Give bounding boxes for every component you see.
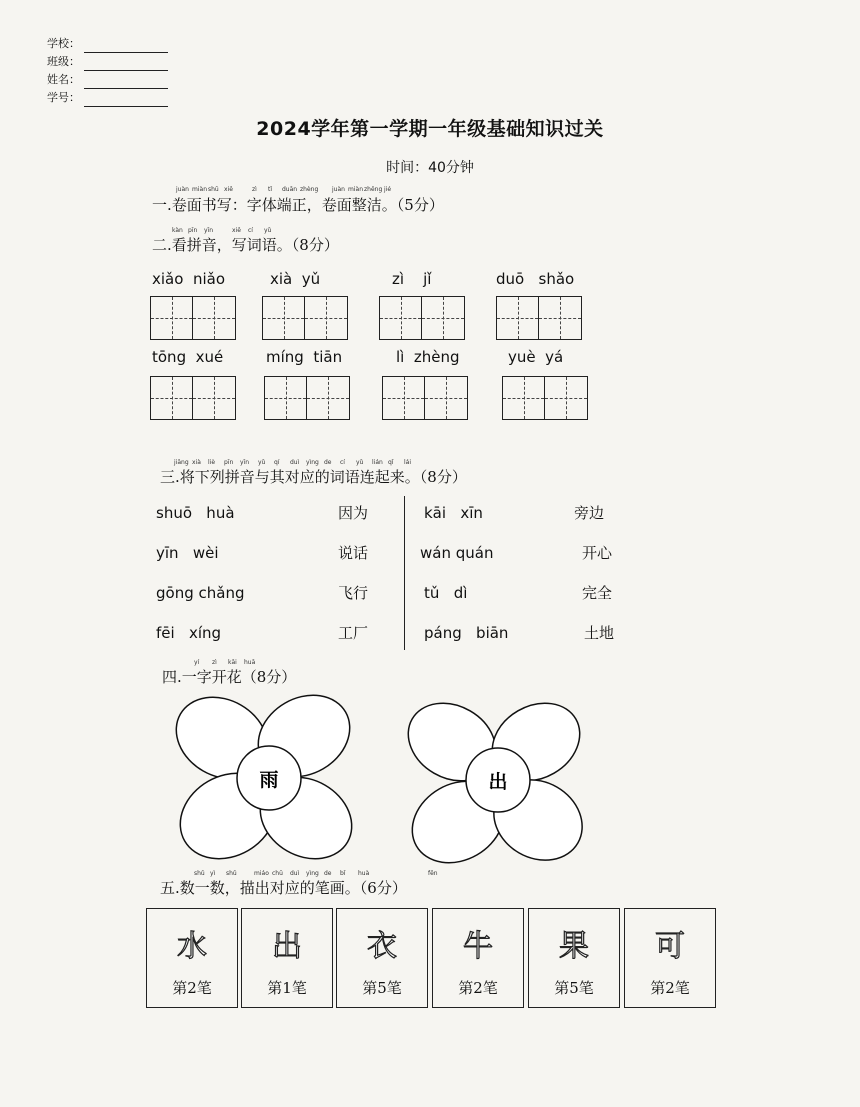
pinyin-annotation: zhèng xyxy=(300,186,319,193)
word-pinyin: yuè yá xyxy=(508,348,564,366)
pinyin-annotation: miàn xyxy=(348,186,363,193)
stroke-label: 第5笔 xyxy=(554,979,594,997)
student-info-block xyxy=(47,35,168,107)
writing-grid[interactable] xyxy=(150,296,236,340)
flower-center-char: 雨 xyxy=(259,769,279,791)
flower-2[interactable] xyxy=(400,696,600,876)
pinyin-annotation: juàn xyxy=(176,186,189,193)
match-word[interactable]: 说话 xyxy=(338,544,369,562)
stroke-card[interactable] xyxy=(624,908,716,1008)
outlined-character[interactable]: 果 xyxy=(559,929,589,964)
class-field[interactable] xyxy=(47,53,168,71)
pinyin-annotation: juàn xyxy=(332,186,345,193)
outlined-character[interactable]: 牛 xyxy=(463,929,493,964)
pinyin-annotation: yǔ xyxy=(258,459,266,466)
tianzige-cell[interactable] xyxy=(422,297,464,339)
match-word[interactable]: 因为 xyxy=(338,504,369,522)
word-pinyin: míng tiān xyxy=(266,348,343,366)
class-label: 班级： xyxy=(47,55,80,68)
word-pinyin: xiǎo niǎo xyxy=(152,270,225,288)
tianzige-cell[interactable] xyxy=(539,297,581,339)
stroke-card[interactable] xyxy=(528,908,620,1008)
match-word[interactable]: 土地 xyxy=(584,624,615,642)
pinyin-annotation: xiě xyxy=(224,186,233,193)
match-pinyin[interactable]: gōng chǎng xyxy=(156,584,245,602)
pinyin-annotation: pīn xyxy=(188,227,198,234)
pinyin-annotation: shū xyxy=(208,186,219,193)
school-label: 学校： xyxy=(47,37,80,50)
tianzige-cell[interactable] xyxy=(383,377,425,419)
pinyin-annotation: yìng xyxy=(306,870,319,877)
writing-grid[interactable] xyxy=(496,296,582,340)
pinyin-annotation: de xyxy=(324,870,332,877)
pinyin-annotation: duì xyxy=(290,459,300,466)
pinyin-annotation: xiě xyxy=(232,227,241,234)
tianzige-cell[interactable] xyxy=(545,377,587,419)
pinyin-annotation: duì xyxy=(290,870,300,877)
student-id-line[interactable] xyxy=(84,94,168,107)
outlined-character[interactable]: 衣 xyxy=(367,929,397,964)
pinyin-annotation: yǔ xyxy=(356,459,364,466)
pinyin-annotation: yìng xyxy=(306,459,319,466)
pinyin-annotation: qí xyxy=(274,459,280,466)
stroke-label: 第1笔 xyxy=(267,979,307,997)
section-3-heading: 三.将下列拼音与其对应的词语连起来。（8分） xyxy=(160,468,467,486)
school-line[interactable] xyxy=(84,40,168,53)
pinyin-annotation: yì xyxy=(210,870,216,877)
class-line[interactable] xyxy=(84,58,168,71)
pinyin-annotation: zì xyxy=(252,186,257,193)
word-pinyin: zì jǐ xyxy=(392,270,432,288)
pinyin-annotation: jié xyxy=(384,186,392,193)
tianzige-cell[interactable] xyxy=(305,297,347,339)
pinyin-annotation: liè xyxy=(208,459,216,466)
stroke-label: 第2笔 xyxy=(172,979,212,997)
student-id-label: 学号： xyxy=(47,91,80,104)
pinyin-annotation: lái xyxy=(404,459,412,466)
tianzige-cell[interactable] xyxy=(503,377,545,419)
writing-grid[interactable] xyxy=(382,376,468,420)
pinyin-annotation: huā xyxy=(244,659,256,666)
tianzige-cell[interactable] xyxy=(380,297,422,339)
pinyin-annotation: xià xyxy=(192,459,201,466)
tianzige-cell[interactable] xyxy=(307,377,349,419)
page-title: 2024学年第一学期一年级基础知识过关 xyxy=(256,118,604,140)
pinyin-annotation: jiāng xyxy=(174,459,189,466)
outlined-character[interactable]: 可 xyxy=(655,929,685,964)
pinyin-annotation: pīn xyxy=(224,459,234,466)
section-4-heading: 四.一字开花（8分） xyxy=(162,668,297,686)
stroke-label: 第5笔 xyxy=(362,979,402,997)
pinyin-annotation: chū xyxy=(272,870,283,877)
section-2-heading: 二.看拼音，写词语。（8分） xyxy=(152,236,339,254)
outlined-character[interactable]: 出 xyxy=(272,929,302,964)
stroke-card[interactable] xyxy=(241,908,333,1008)
pinyin-annotation: yīn xyxy=(240,459,250,466)
stroke-label: 第2笔 xyxy=(650,979,690,997)
word-pinyin: tōng xué xyxy=(152,348,224,366)
match-word[interactable]: 开心 xyxy=(582,544,613,562)
match-pinyin[interactable]: fēi xíng xyxy=(156,624,222,642)
pinyin-annotation: kāi xyxy=(228,659,237,666)
name-label: 姓名： xyxy=(47,73,80,86)
name-line[interactable] xyxy=(84,76,168,89)
school-field[interactable] xyxy=(47,35,168,53)
word-pinyin: xià yǔ xyxy=(270,270,321,288)
pinyin-annotation: huà xyxy=(358,870,370,877)
pinyin-annotation: miáo xyxy=(254,870,269,877)
writing-grid[interactable] xyxy=(262,296,348,340)
name-field[interactable] xyxy=(47,71,168,89)
pinyin-annotation: qǐ xyxy=(388,459,394,466)
pinyin-annotation: fēn xyxy=(428,870,438,877)
match-pinyin[interactable]: tǔ dì xyxy=(424,584,468,602)
section-1-heading: 一.卷面书写：字体端正，卷面整洁。（5分） xyxy=(152,196,444,214)
pinyin-annotation: miàn xyxy=(192,186,207,193)
tianzige-cell[interactable] xyxy=(151,297,193,339)
pinyin-annotation: yí xyxy=(194,659,200,666)
column-divider xyxy=(404,496,405,650)
pinyin-annotation: duān xyxy=(282,186,298,193)
pinyin-annotation: tǐ xyxy=(268,186,273,193)
match-pinyin[interactable]: shuō huà xyxy=(156,504,235,522)
tianzige-cell[interactable] xyxy=(265,377,307,419)
time-limit: 时间：40分钟 xyxy=(386,160,474,176)
match-word[interactable]: 工厂 xyxy=(338,624,369,642)
pinyin-annotation: cí xyxy=(248,227,253,234)
writing-grid[interactable] xyxy=(264,376,350,420)
match-pinyin[interactable]: wán quán xyxy=(420,544,494,562)
stroke-card[interactable] xyxy=(146,908,238,1008)
section-5-heading: 五.数一数，描出对应的笔画。（6分） xyxy=(160,879,407,897)
writing-grid[interactable] xyxy=(502,376,588,420)
match-word[interactable]: 旁边 xyxy=(574,504,605,522)
pinyin-annotation: bǐ xyxy=(340,870,346,877)
tianzige-cell[interactable] xyxy=(193,297,235,339)
tianzige-cell[interactable] xyxy=(263,297,305,339)
pinyin-annotation: de xyxy=(324,459,332,466)
pinyin-annotation: cí xyxy=(340,459,345,466)
pinyin-annotation: kàn xyxy=(172,227,183,234)
pinyin-annotation: zì xyxy=(212,659,217,666)
writing-grid[interactable] xyxy=(379,296,465,340)
tianzige-cell[interactable] xyxy=(425,377,467,419)
flower-center-char: 出 xyxy=(488,771,508,793)
pinyin-annotation: zhěng xyxy=(364,186,383,193)
word-pinyin: duō shǎo xyxy=(496,270,575,288)
pinyin-annotation: yǔ xyxy=(264,227,272,234)
match-pinyin[interactable]: páng biān xyxy=(424,624,509,642)
stroke-card[interactable] xyxy=(336,908,428,1008)
pinyin-annotation: yīn xyxy=(204,227,214,234)
tianzige-cell[interactable] xyxy=(497,297,539,339)
writing-grid[interactable] xyxy=(150,376,236,420)
tianzige-cell[interactable] xyxy=(151,377,193,419)
pinyin-annotation: shǔ xyxy=(194,870,205,877)
match-pinyin[interactable]: kāi xīn xyxy=(424,504,483,522)
student-id-field[interactable] xyxy=(47,89,168,107)
pinyin-annotation: shǔ xyxy=(226,870,237,877)
match-pinyin[interactable]: yīn wèi xyxy=(156,544,219,562)
match-word[interactable]: 完全 xyxy=(582,584,613,602)
flower-1[interactable] xyxy=(170,690,370,870)
stroke-card[interactable] xyxy=(432,908,524,1008)
word-pinyin: lì zhèng xyxy=(396,348,460,366)
match-word[interactable]: 飞行 xyxy=(338,584,369,602)
tianzige-cell[interactable] xyxy=(193,377,235,419)
stroke-label: 第2笔 xyxy=(458,979,498,997)
outlined-character[interactable]: 水 xyxy=(177,929,207,964)
pinyin-annotation: lián xyxy=(372,459,383,466)
